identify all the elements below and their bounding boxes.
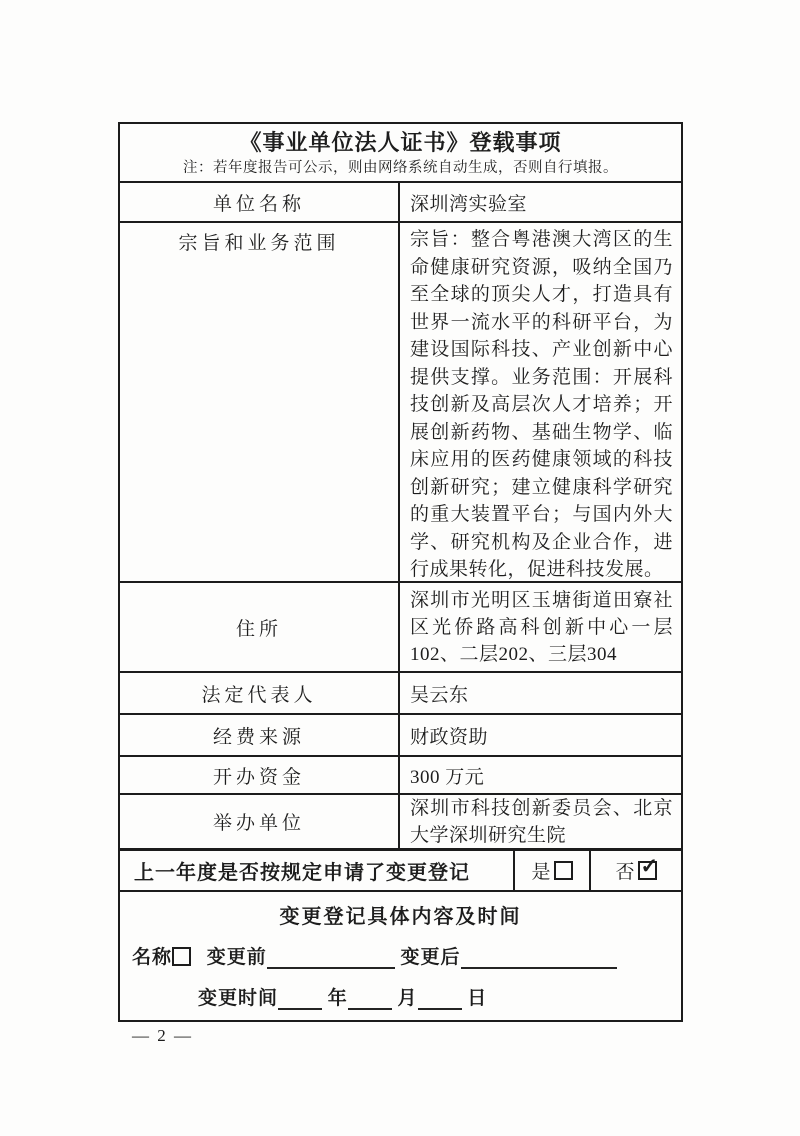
month-blank: [348, 991, 392, 1010]
row-purpose-scope: [120, 223, 681, 583]
row-unit-name: [120, 183, 681, 223]
sponsor-unit-label: 举办单位: [120, 795, 400, 848]
month-label: 月: [397, 988, 418, 1009]
no-option-cell: [591, 851, 681, 890]
checkmark-icon: ✓: [640, 854, 659, 878]
before-change-blank: [267, 950, 395, 969]
change-details-header: 变更登记具体内容及时间: [279, 906, 522, 928]
page-number: — 2 —: [132, 1026, 193, 1045]
no-label: 否: [615, 862, 635, 883]
legal-representative-label: 法定代表人: [120, 673, 400, 713]
change-registration-question: 上一年度是否按规定申请了变更登记: [120, 851, 515, 890]
opening-capital-value: 300 万元: [410, 766, 485, 788]
registration-items-table: [118, 122, 683, 1022]
change-time-label: 变更时间: [198, 988, 279, 1009]
row-legal-representative: [120, 673, 681, 715]
sponsor-unit-value: 深圳市科技创新委员会、北京大学深圳研究生院: [410, 797, 673, 846]
year-label: 年: [327, 988, 348, 1009]
funding-source-label: 经费来源: [120, 715, 400, 755]
name-label: 名称: [132, 947, 173, 968]
change-time-line: [120, 983, 681, 1010]
unit-name-label: 单位名称: [120, 183, 400, 221]
after-change-label: 变更后: [400, 947, 461, 968]
table-header-cell: [120, 124, 681, 183]
address-value: 深圳市光明区玉塘街道田寮社区光侨路高科创新中心一层102、二层202、三层304: [410, 589, 673, 665]
address-label: 住所: [120, 583, 400, 671]
funding-source-value: 财政资助: [410, 726, 489, 748]
after-change-blank: [461, 950, 617, 969]
document-note: 注：若年度报告可公示，则由网络系统自动生成，否则自行填报。: [183, 160, 618, 176]
day-label: 日: [467, 988, 488, 1009]
row-address: [120, 583, 681, 673]
year-blank: [278, 991, 322, 1010]
yes-checkbox-icon: [554, 861, 573, 880]
row-sponsor-unit: [120, 795, 681, 848]
no-checkbox-checked-icon: [638, 854, 659, 880]
opening-capital-label: 开办资金: [120, 757, 400, 793]
day-blank: [418, 991, 462, 1010]
document-title: 《事业单位法人证书》登载事项: [239, 130, 562, 155]
purpose-scope-label: 宗旨和业务范围: [120, 223, 400, 581]
change-registration-question-row: [120, 848, 681, 892]
row-funding-source: [120, 715, 681, 757]
change-details-section: [120, 892, 681, 1020]
yes-option-cell: [515, 851, 591, 890]
change-name-line: [120, 942, 681, 969]
row-opening-capital: [120, 757, 681, 795]
name-checkbox-icon: [172, 947, 191, 966]
unit-name-value: 深圳湾实验室: [410, 193, 528, 215]
purpose-scope-value: 宗旨：整合粤港澳大湾区的生命健康研究资源，吸纳全国乃至全球的顶尖人才，打造具有世界一流水平的科研平台，为建设国际科技、产业创新中心提供支撑。业务范围：开展科技创新及高层次人才培养；开展创新药物、基础生物学、临床应用的医药健康领域的科技创新研究；建立健康科学研究的重大装置平台；与国内外大学、研究机构及企业合作，进行成果转化，促进科技发展。: [410, 229, 673, 580]
before-change-label: 变更前: [206, 947, 267, 968]
yes-label: 是: [531, 862, 551, 883]
legal-representative-value: 吴云东: [410, 684, 469, 706]
